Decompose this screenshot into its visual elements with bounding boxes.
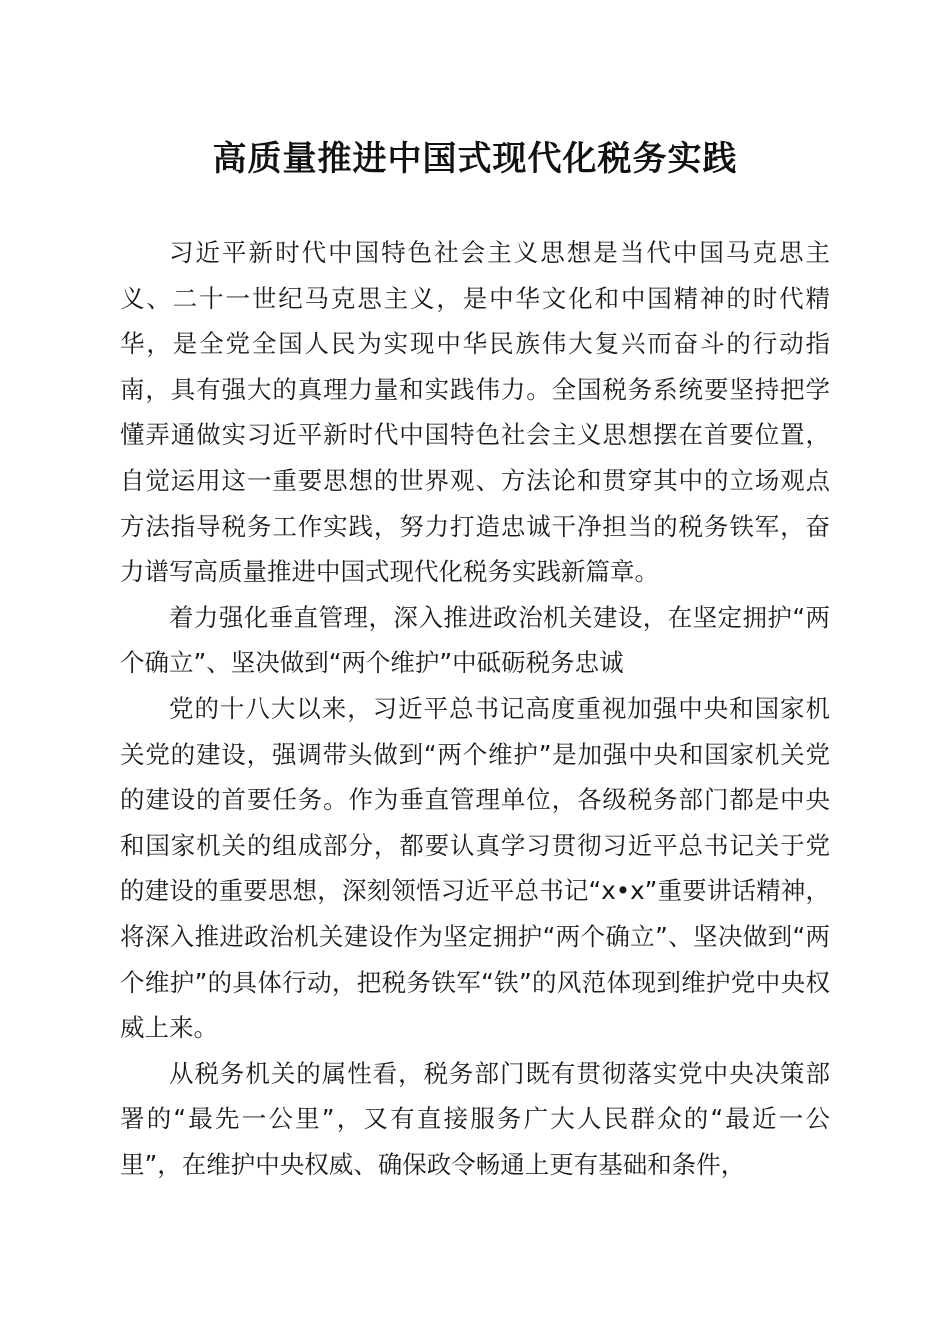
paragraph-party-building: 党的十八大以来，习近平总书记高度重视加强中央和国家机关党的建设，强调带头做到“两个维护”是加强中央和国家机关党的建设的首要任务。作为垂直管理单位，各级税务部门都是中央和国家机关的组成部分，都要认真学习贯彻习近平总书记关于党的建设的重要思想，深刻领悟习近平总书记“x•x”重要讲话精神，将深入推进政治机关建设作为坚定拥护“两个确立”、坚决做到“两个维护”的具体行动，把税务铁军“铁”的风范体现到维护党中央权威上来。 [120, 693, 830, 1043]
document-body [120, 230, 830, 1187]
paragraph-intro: 习近平新时代中国特色社会主义思想是当代中国马克思主义、二十一世纪马克思主义，是中华文化和中国精神的时代精华，是全党全国人民为实现中华民族伟大复兴而奋斗的行动指南，具有强大的真理力量和实践伟力。全国税务系统要坚持把学懂弄通做实习近平新时代中国特色社会主义思想摆在首要位置，自觉运用这一重要思想的世界观、方法论和贯穿其中的立场观点方法指导税务工作实践，努力打造忠诚干净担当的税务铁军，奋力谱写高质量推进中国式现代化税务实践新篇章。 [120, 238, 830, 587]
paragraph-section-heading: 着力强化垂直管理，深入推进政治机关建设，在坚定拥护“两个确立”、坚决做到“两个维护”中砥砺税务忠诚 [120, 602, 830, 678]
document-title: 高质量推进中国式现代化税务实践 [212, 139, 738, 179]
paragraph-tax-authority: 从税务机关的属性看，税务部门既有贯彻落实党中央决策部署的“最先一公里”，又有直接服务广大人民群众的“最近一公里”，在维护中央权威、确保政令畅通上更有基础和条件， [120, 1058, 830, 1179]
